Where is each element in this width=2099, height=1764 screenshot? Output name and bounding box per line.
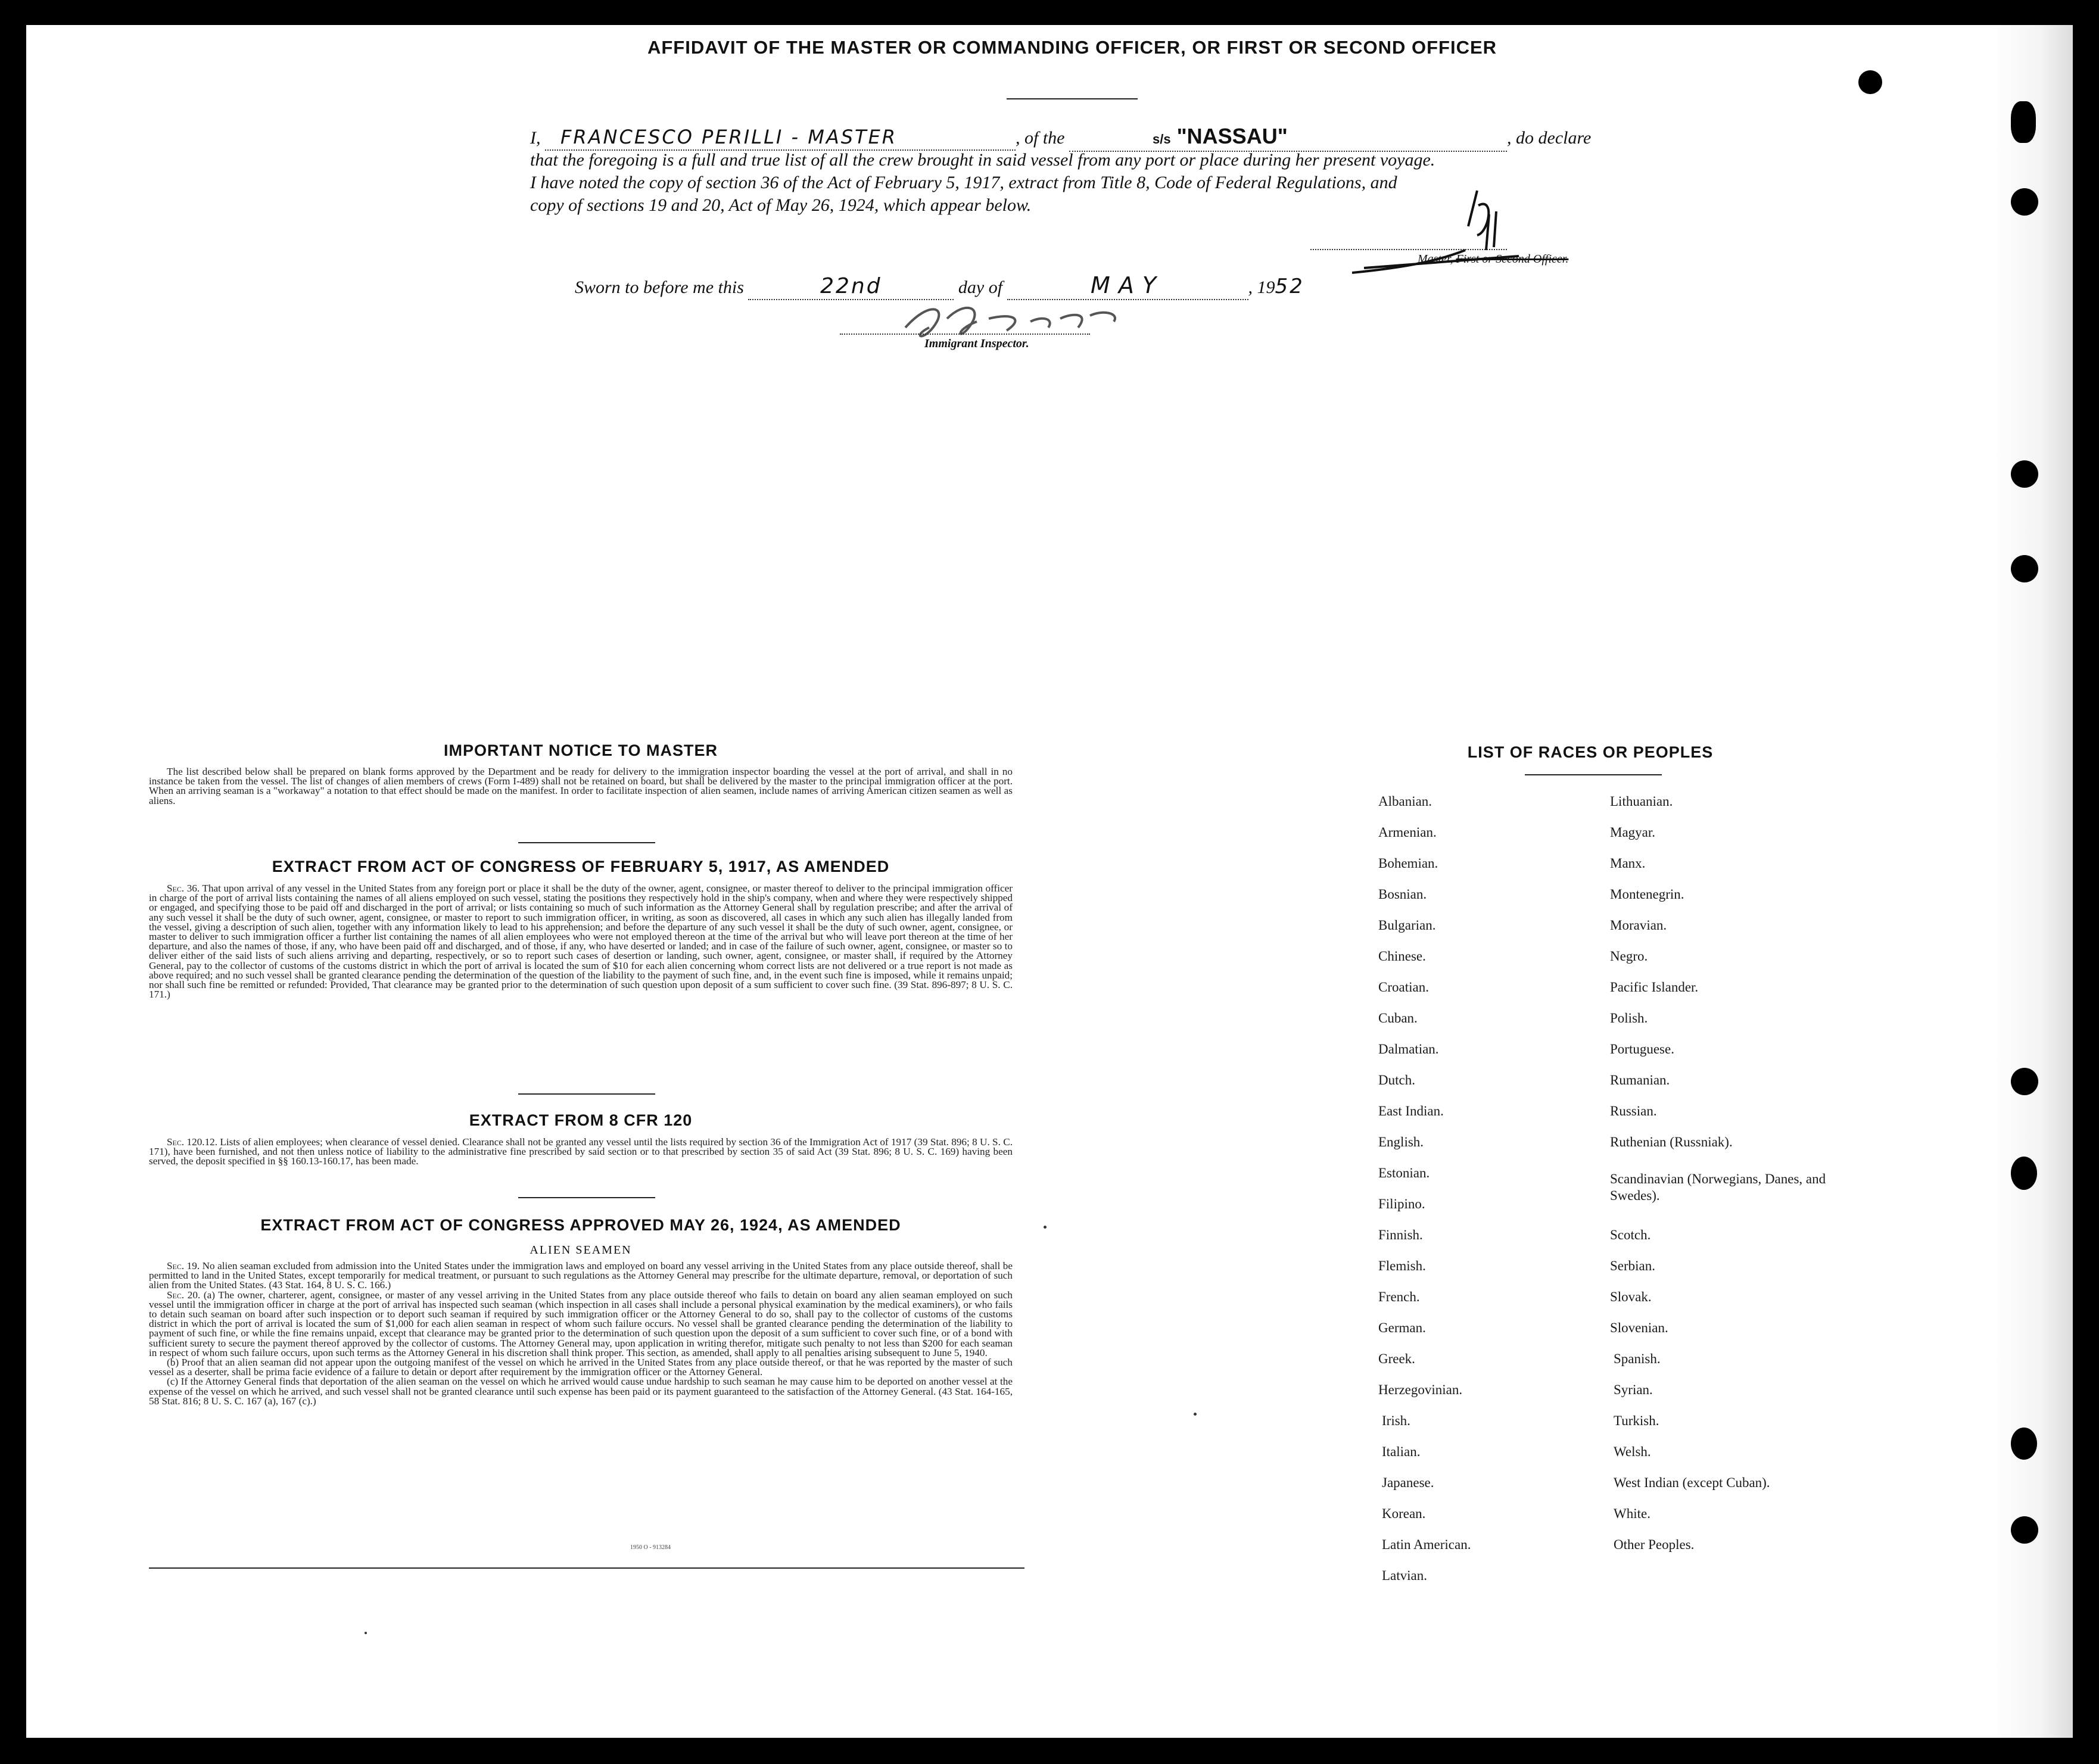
sec-120-label: Sec. 120.12. — [167, 1136, 218, 1148]
sec-20b-paragraph: (b) Proof that an alien seaman did not appear upon the outgoing manifest of the vessel on which he arrived in the United States from any place outside thereof, or that he was reported by the master of such vessel as a deserter, shall be prima facie evidence of a failure to detain or deport after requirement by the immigration officer or the Attorney General. — [149, 1357, 1013, 1378]
paper-speck — [1194, 1413, 1197, 1416]
race-item: Other Peoples. — [1614, 1537, 1695, 1552]
races-title: LIST OF RACES OR PEOPLES — [1467, 743, 1714, 761]
extract-1917-divider — [518, 1093, 655, 1095]
affidavit-title: AFFIDAVIT OF THE MASTER OR COMMANDING OFFICER, OR FIRST OR SECOND OFFICER — [647, 37, 1497, 58]
declaration-line-4: copy of sections 19 and 20, Act of May 26, 1924, which appear below. — [530, 195, 1032, 215]
races-title-underline — [1525, 774, 1662, 775]
punch-hole — [2011, 101, 2036, 143]
race-item: White. — [1614, 1506, 1650, 1521]
year-prefix: , 19 — [1248, 278, 1275, 297]
day-of-label: day of — [958, 278, 1003, 297]
punch-hole — [2011, 1157, 2037, 1190]
master-signature-line — [1310, 249, 1507, 250]
month-handwritten: MAY — [1091, 272, 1165, 298]
punch-hole — [2011, 460, 2038, 488]
ship-field — [1069, 125, 1507, 152]
race-item: Negro. — [1610, 949, 1648, 964]
punch-hole — [1858, 70, 1882, 94]
day-handwritten: 22nd — [820, 274, 882, 298]
race-item: Korean. — [1382, 1506, 1426, 1521]
paper-speck — [365, 1632, 367, 1634]
race-item: Japanese. — [1382, 1475, 1434, 1490]
race-item: Russian. — [1610, 1104, 1657, 1118]
extract-1924-text — [149, 1261, 1013, 1406]
sec-19-text: No alien seaman excluded from admission into the United States under the immigration laws and employed on board any vessel arriving in the United States from any place outside thereof, shall be permitted to land in the United States, except temporarily for medical treatment, or pursuant to such regulations as the Attorney General may prescribe for the ultimate departure, removal, or deportation of such alien from the United States. (43 Stat. 164, 8 U. S. C. 166.) — [149, 1260, 1013, 1291]
year-handwritten: 52 — [1275, 275, 1304, 298]
race-item: Ruthenian (Russniak). — [1610, 1135, 1733, 1149]
notice-title: IMPORTANT NOTICE TO MASTER — [444, 741, 718, 759]
punch-hole — [2011, 1428, 2037, 1460]
race-item: Montenegrin. — [1610, 887, 1684, 902]
race-item: East Indian. — [1378, 1104, 1444, 1118]
extract-cfr-divider — [518, 1197, 655, 1198]
race-item: Turkish. — [1614, 1413, 1659, 1428]
alien-seamen-subtitle: ALIEN SEAMEN — [530, 1243, 632, 1257]
race-item: Dalmatian. — [1378, 1042, 1439, 1056]
of-the-label: , of the — [1016, 128, 1065, 148]
race-item: Slovenian. — [1610, 1320, 1668, 1335]
race-item: French. — [1378, 1289, 1420, 1304]
extract-cfr-title: EXTRACT FROM 8 CFR 120 — [469, 1111, 693, 1129]
print-code: 1950 O - 913284 — [630, 1544, 671, 1551]
race-item: Herzegovinian. — [1378, 1382, 1463, 1397]
race-item: Magyar. — [1610, 825, 1656, 840]
sec-20-label: Sec. 20. — [167, 1289, 201, 1301]
race-item: Welsh. — [1614, 1444, 1651, 1459]
declaration-line-1 — [530, 125, 1591, 152]
race-item: Finnish. — [1378, 1227, 1423, 1242]
sec-36-label: Sec. 36. — [167, 883, 200, 894]
race-item: Italian. — [1382, 1444, 1421, 1459]
do-declare-label: , do declare — [1507, 128, 1592, 148]
race-item: German. — [1378, 1320, 1426, 1335]
notice-text — [149, 767, 1013, 806]
sec-36-paragraph — [149, 884, 1013, 999]
race-item: Greek. — [1378, 1351, 1415, 1366]
race-item: Armenian. — [1378, 825, 1437, 840]
race-item: Portuguese. — [1610, 1042, 1674, 1056]
race-item: Scandinavian (Norwegians, Danes, and Swedes). — [1610, 1171, 1826, 1203]
bottom-rule — [149, 1567, 1024, 1569]
race-item: Spanish. — [1614, 1351, 1661, 1366]
extract-cfr-text — [149, 1137, 1013, 1167]
race-item: Estonian. — [1378, 1165, 1430, 1180]
master-name-handwritten: FRANCESCO PERILLI - MASTER — [560, 126, 898, 148]
sec-20a-paragraph — [149, 1291, 1013, 1358]
sec-19-paragraph — [149, 1261, 1013, 1291]
race-item: Albanian. — [1378, 794, 1432, 809]
title-underline — [1007, 98, 1138, 99]
punch-hole — [2011, 1516, 2038, 1544]
race-item: Lithuanian. — [1610, 794, 1673, 809]
race-item: Bulgarian. — [1378, 918, 1436, 933]
extract-1917-text — [149, 884, 1013, 999]
inspector-signature-line — [840, 334, 1090, 335]
race-item: Serbian. — [1610, 1258, 1656, 1273]
notice-divider — [518, 842, 655, 843]
sec-36-text: That upon arrival of any vessel in the United States from any foreign port or place it shall be the duty of the owner, agent, consignee, or master thereof to deliver to the principal immigration officer in charge of the port of arrival lists containing the names of all aliens employed on such vessel, stating the positions they respectively hold in the ship's company, when and where they were respectively shipped or engaged, and specifying those to be paid off and discharged in the port of arrival; or lists containing so much of such information as the Attorney General shall by regulation prescribe; and after the arrival of any such vessel it shall be the duty of such owner, agent, consignee, or master to report to such immigration officer, in writing, as soon as discovered, all cases in which any such alien has illegally landed from the vessel, giving a description of such alien, together with any information likely to lead to his apprehension; and before the departure of any such vessel it shall be the duty of such owner, agent, consignee, or master to deliver to such immigration officer a further list containing the names of all alien employees who were not employed thereon at the time of the arrival but who will leave port thereon at the time of her departure, and also the names of those, if any, who have been paid off and discharged, and of those, if any, who have deserted or landed; and in case of the failure of such owner, agent, consignee, or master so to deliver either of the said lists of such aliens arriving and departing, respectively, or so to report such cases of desertion or landing, such owner, agent, consignee, or master shall, if required by the Attorney General, pay to the collector of customs of the customs district in which the port of arrival is located the sum of $10 for each alien concerning whom correct lists are not delivered or a true report is not made as above required; and no such vessel shall be granted clearance pending the determination of the question of the liability to the payment of such fine, and, in the event such fine is imposed, while it remains unpaid; nor shall such fine be remitted or refunded: Provided, That clearance may be granted prior to the determination of such question upon deposit of a sum sufficient to cover such fine. (39 Stat. 896-897; 8 U. S. C. 171.) — [149, 883, 1013, 1001]
ship-prefix: s/s — [1153, 132, 1171, 147]
race-item: Syrian. — [1614, 1382, 1653, 1397]
race-item: Latin American. — [1382, 1537, 1471, 1552]
declaration-line-3: I have noted the copy of section 36 of the Act of February 5, 1917, extract from Title 8, Code of Federal Regulations, and — [530, 173, 1397, 192]
punch-hole — [2011, 188, 2038, 216]
race-item: Polish. — [1610, 1011, 1648, 1026]
race-item: Bohemian. — [1378, 856, 1438, 871]
race-item: Scotch. — [1610, 1227, 1651, 1242]
race-item: Bosnian. — [1378, 887, 1427, 902]
master-label-text: Master, — [1418, 253, 1453, 266]
page-edge-shadow — [1992, 25, 2073, 1738]
race-item: Flemish. — [1378, 1258, 1426, 1273]
race-item: Croatian. — [1378, 980, 1429, 995]
race-item: Pacific Islander. — [1610, 980, 1699, 995]
race-item: Moravian. — [1610, 918, 1667, 933]
race-item: Latvian. — [1382, 1568, 1427, 1583]
sec-19-label: Sec. 19. — [167, 1260, 200, 1271]
race-item: Filipino. — [1378, 1196, 1425, 1211]
master-name-field — [545, 126, 1016, 151]
line1-prefix: I, — [530, 128, 541, 148]
race-item: Dutch. — [1378, 1073, 1415, 1087]
race-item: Manx. — [1610, 856, 1646, 871]
sworn-prefix: Sworn to before me this — [575, 278, 744, 297]
master-label — [1418, 253, 1568, 266]
inspector-label: Immigrant Inspector. — [924, 337, 1029, 350]
extract-1924-title: EXTRACT FROM ACT OF CONGRESS APPROVED MAY 26, 1924, AS AMENDED — [260, 1216, 901, 1234]
sec-20a-text: (a) The owner, charterer, agent, consignee, or master of any vessel arriving in the United States from any place outside thereof who fails to detain on board any alien seaman employed on such vessel until the immigration officer in charge at the port of arrival has inspected such seaman (which inspection in all cases shall include a personal physical examination by the medical examiners), or who fails to detain such seaman on board after such inspection or to deport such seaman if required by such immigration officer or the Attorney General to do so, shall pay to the collector of customs of the customs district in which the port of arrival is located the sum of $1,000 for each alien seaman in respect of whom such failure occurs. No vessel shall be granted clearance pending the determination of the liability to payment of such fine, or while the fine remains unpaid, except that clearance may be granted prior to the determination of such question upon the deposit of a sum sufficient to cover such fine, or of a bond with sufficient surety to secure the payment thereof approved by the collector of customs. The Attorney General may, upon application in writing therefor, mitigate such penalty to not less than $200 for each seaman in respect of whom such failure occurs, upon such terms as the Attorney General in his discretion shall think proper. This section, as amended, shall apply to all penalties arising subsequent to June 5, 1940. — [149, 1289, 1013, 1358]
race-item: West Indian (except Cuban). — [1614, 1475, 1770, 1490]
race-item: Slovak. — [1610, 1289, 1652, 1304]
race-item: Rumanian. — [1610, 1073, 1670, 1087]
race-item: Irish. — [1382, 1413, 1410, 1428]
declaration-line-2: that the foregoing is a full and true list of all the crew brought in said vessel from any port or place during her present voyage. — [530, 150, 1435, 170]
punch-hole — [2011, 555, 2038, 582]
notice-paragraph: The list described below shall be prepared on blank forms approved by the Department and be ready for delivery to the immigration inspector boarding the vessel at the port of arrival, and shall in no instance be taken from the vessel. The list of changes of alien members of crews (Form I-489) shall not be retained on board, but shall be delivered by the master to the principal immigration officer at the port. When an arriving seaman is a "workaway" a notation to that effect should be made on the manifest. In order to facilitate inspection of alien seamen, include names of arriving American citizen seamen as well as aliens. — [149, 766, 1013, 806]
sec-20c-paragraph: (c) If the Attorney General finds that deportation of the alien seaman on the vessel on which he arrived would cause undue hardship to such seaman he may cause him to be deported on another vessel at the expense of the vessel on which he arrived, and such vessel shall not be granted clearance until such expense has been paid or its payment guaranteed to the satisfaction of the Attorney General. (43 Stat. 164-165, 58 Stat. 816; 8 U. S. C. 167 (a), 167 (c).) — [149, 1376, 1013, 1407]
sec-120-text: Lists of alien employees; when clearance of vessel denied. Clearance shall not be granted any vessel until the lists required by section 36 of the Immigration Act of 1917 (39 Stat. 896; 8 U. S. C. 171), have been furnished, and not then unless notice of liability to the administrative fine prescribed by said section or to that prescribed by section 35 of said Act (39 Stat. 896; 8 U. S. C. 169) having been served, the deposit specified in §§ 160.13-160.17, has been made. — [149, 1136, 1013, 1167]
extract-1917-title: EXTRACT FROM ACT OF CONGRESS OF FEBRUARY 5, 1917, AS AMENDED — [272, 858, 890, 875]
sec-120-paragraph — [149, 1137, 1013, 1167]
race-item: Chinese. — [1378, 949, 1426, 964]
struck-officer-text: First or Second Officer. — [1456, 253, 1569, 266]
race-item: English. — [1378, 1135, 1424, 1149]
ship-name: "NASSAU" — [1176, 124, 1288, 148]
paper-speck — [1044, 1226, 1047, 1229]
punch-hole — [2011, 1068, 2038, 1095]
race-item: Cuban. — [1378, 1011, 1418, 1026]
